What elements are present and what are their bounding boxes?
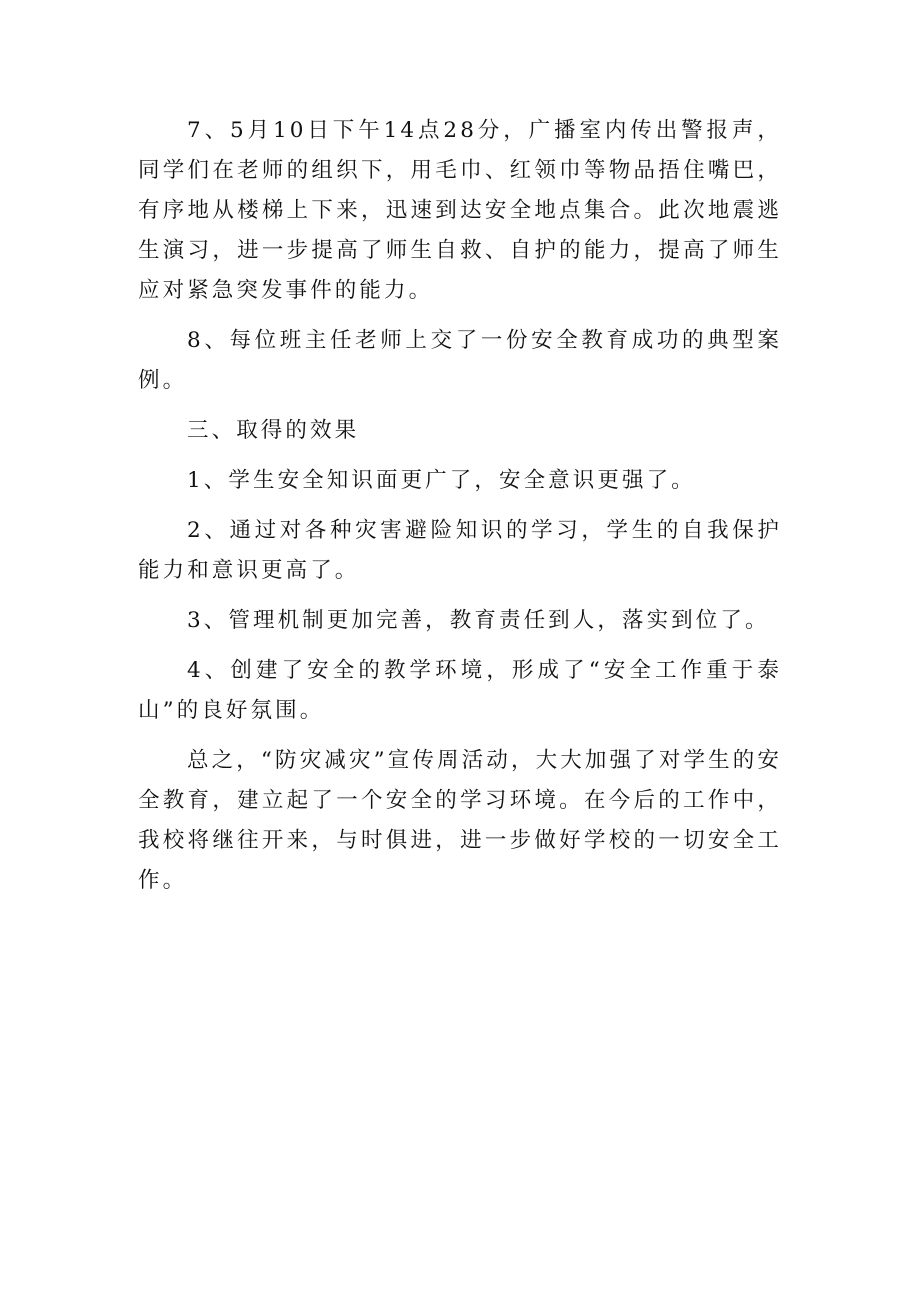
document-body <box>138 111 782 911</box>
paragraph-item-7: 7、5月10日下午14点28分，广播室内传出警报声，同学们在老师的组织下，用毛巾、红领巾等物品捂住嘴巴，有序地从楼梯上下来，迅速到达安全地点集合。此次地震逃生演习，进一步提高了师生自救、自护的能力，提高了师生应对紧急突发事件的能力。 <box>138 118 782 303</box>
paragraph-result-2: 2、通过对各种灾害避险知识的学习，学生的自我保护能力和意识更高了。 <box>138 518 782 583</box>
paragraph-summary: 总之，“防灾减灾”宣传周活动，大大加强了对学生的安全教育，建立起了一个安全的学习环境。在今后的工作中，我校将继往开来，与时俱进，进一步做好学校的一切安全工作。 <box>138 748 782 893</box>
paragraph-result-1: 1、学生安全知识面更广了，安全意识更强了。 <box>187 468 696 493</box>
paragraph-item-8: 8、每位班主任老师上交了一份安全教育成功的典型案例。 <box>138 328 782 393</box>
paragraph-result-4: 4、创建了安全的教学环境，形成了“安全工作重于泰山”的良好氛围。 <box>138 658 782 723</box>
paragraph-result-3: 3、管理机制更加完善，教育责任到人，落实到位了。 <box>187 608 770 633</box>
section-heading-results: 三、取得的效果 <box>187 418 360 443</box>
